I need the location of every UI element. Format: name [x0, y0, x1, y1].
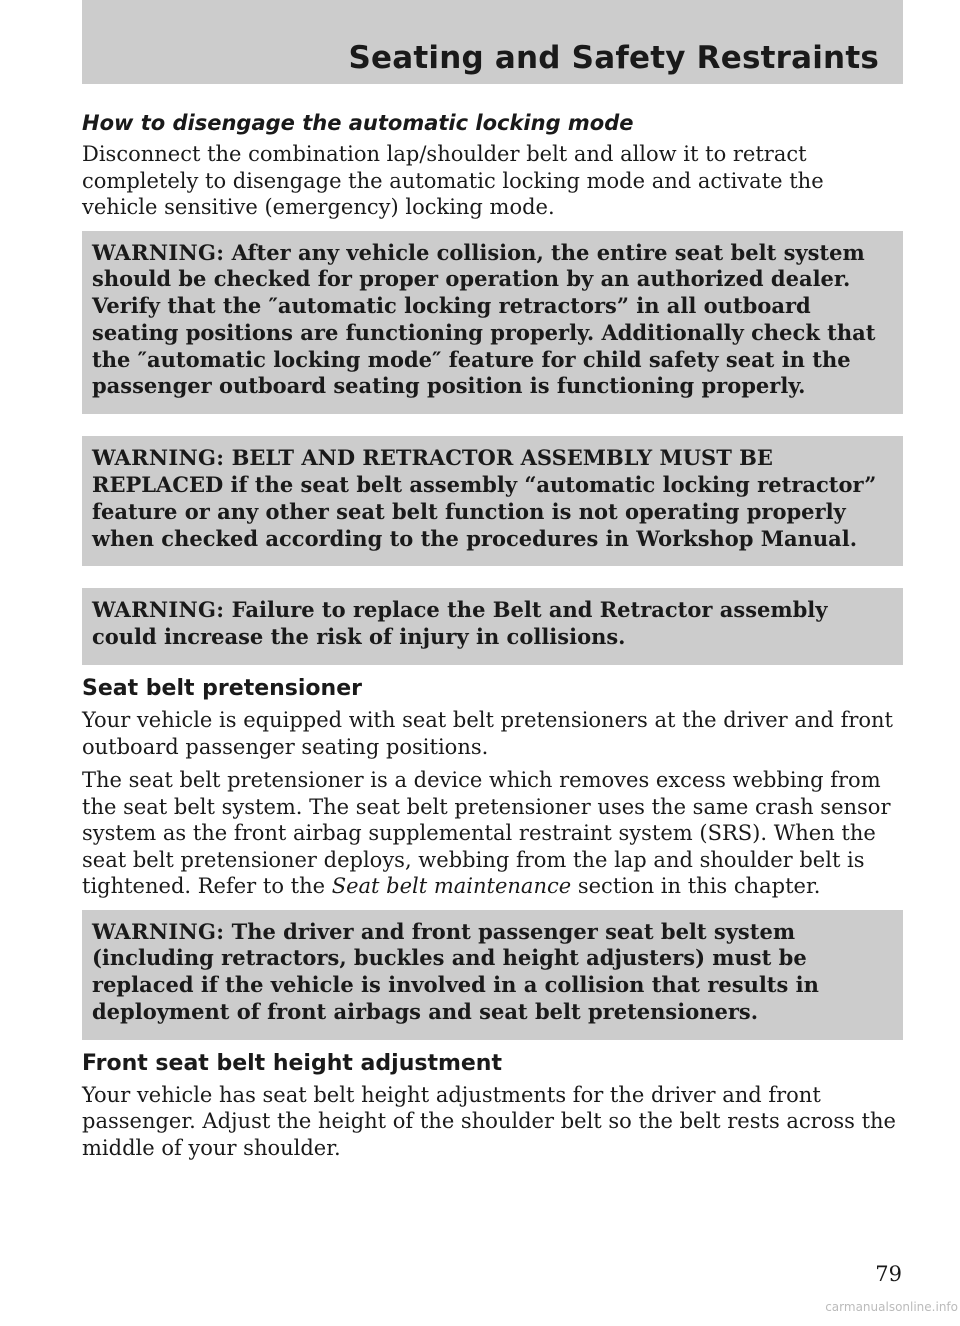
warning-text: The driver and front passenger seat belt system (including retractors, buckles and height adjusters) must be replaced if the vehicle is involved in a collision that results in deployment of front airbags and seat belt pretensioners. — [92, 918, 819, 1024]
warning-label: WARNING: — [92, 918, 225, 944]
warning-label: WARNING: — [92, 239, 225, 265]
warning-box-inspection — [82, 231, 903, 415]
pretensioner-heading: Seat belt pretensioner — [82, 676, 362, 702]
pretensioner-para-1: Your vehicle is equipped with seat belt pretensioners at the driver and front outboard passenger seating positions. — [82, 708, 893, 759]
pretensioner-para-2-end: section in this chapter. — [571, 874, 821, 899]
page-content — [82, 110, 903, 1168]
pretensioner-para-2 — [82, 767, 903, 900]
warning-text: BELT AND RETRACTOR ASSEMBLY MUST BE REPLACED if the seat belt assembly “automatic locking retractor” feature or any other seat belt function is not operating properly when checked according to the procedures in Workshop Manual. — [92, 445, 877, 551]
pretensioner-para-2-start: The seat belt pretensioner is a device which removes excess webbing from the seat belt system. The seat belt pretensioner uses the same crash sensor system as the front airbag supplemental restraint system (SRS). When the seat belt pretensioner deploys, webbing from the lap and shoulder belt is tightened. Refer to the — [82, 768, 891, 899]
warning-box-pretensioner — [82, 910, 903, 1040]
warning-text: After any vehicle collision, the entire seat belt system should be checked for proper operation by an authorized dealer. Verify that the ″automatic locking retractors” in all outboard seating positions are functioning properly. Additionally check that the ″automatic locking mode″ feature for child safety seat in the passenger outboard seating position is functioning properly. — [92, 239, 876, 399]
warning-box-failure — [82, 588, 903, 665]
height-heading: Front seat belt height adjustment — [82, 1050, 502, 1076]
watermark: carmanualsonline.info — [825, 1300, 958, 1314]
chapter-title: Seating and Safety Restraints — [348, 40, 879, 76]
disengage-heading: How to disengage the automatic locking mode — [82, 111, 634, 135]
warning-text: Failure to replace the Belt and Retractor assembly could increase the risk of injury in collisions. — [92, 597, 828, 650]
warning-label: WARNING: — [92, 597, 225, 623]
warning-label: WARNING: — [92, 445, 225, 471]
maintenance-reference: Seat belt maintenance — [331, 874, 572, 899]
page-number: 79 — [875, 1262, 902, 1286]
warning-box-replacement — [82, 436, 903, 566]
height-body: Your vehicle has seat belt height adjustments for the driver and front passenger. Adjust the height of the shoulder belt so the belt rests across the middle of your shoulder. — [82, 1082, 896, 1160]
disengage-body: Disconnect the combination lap/shoulder belt and allow it to retract completely to disengage the automatic locking mode and activate the vehicle sensitive (emergency) locking mode. — [82, 142, 824, 219]
page-header — [82, 0, 903, 84]
